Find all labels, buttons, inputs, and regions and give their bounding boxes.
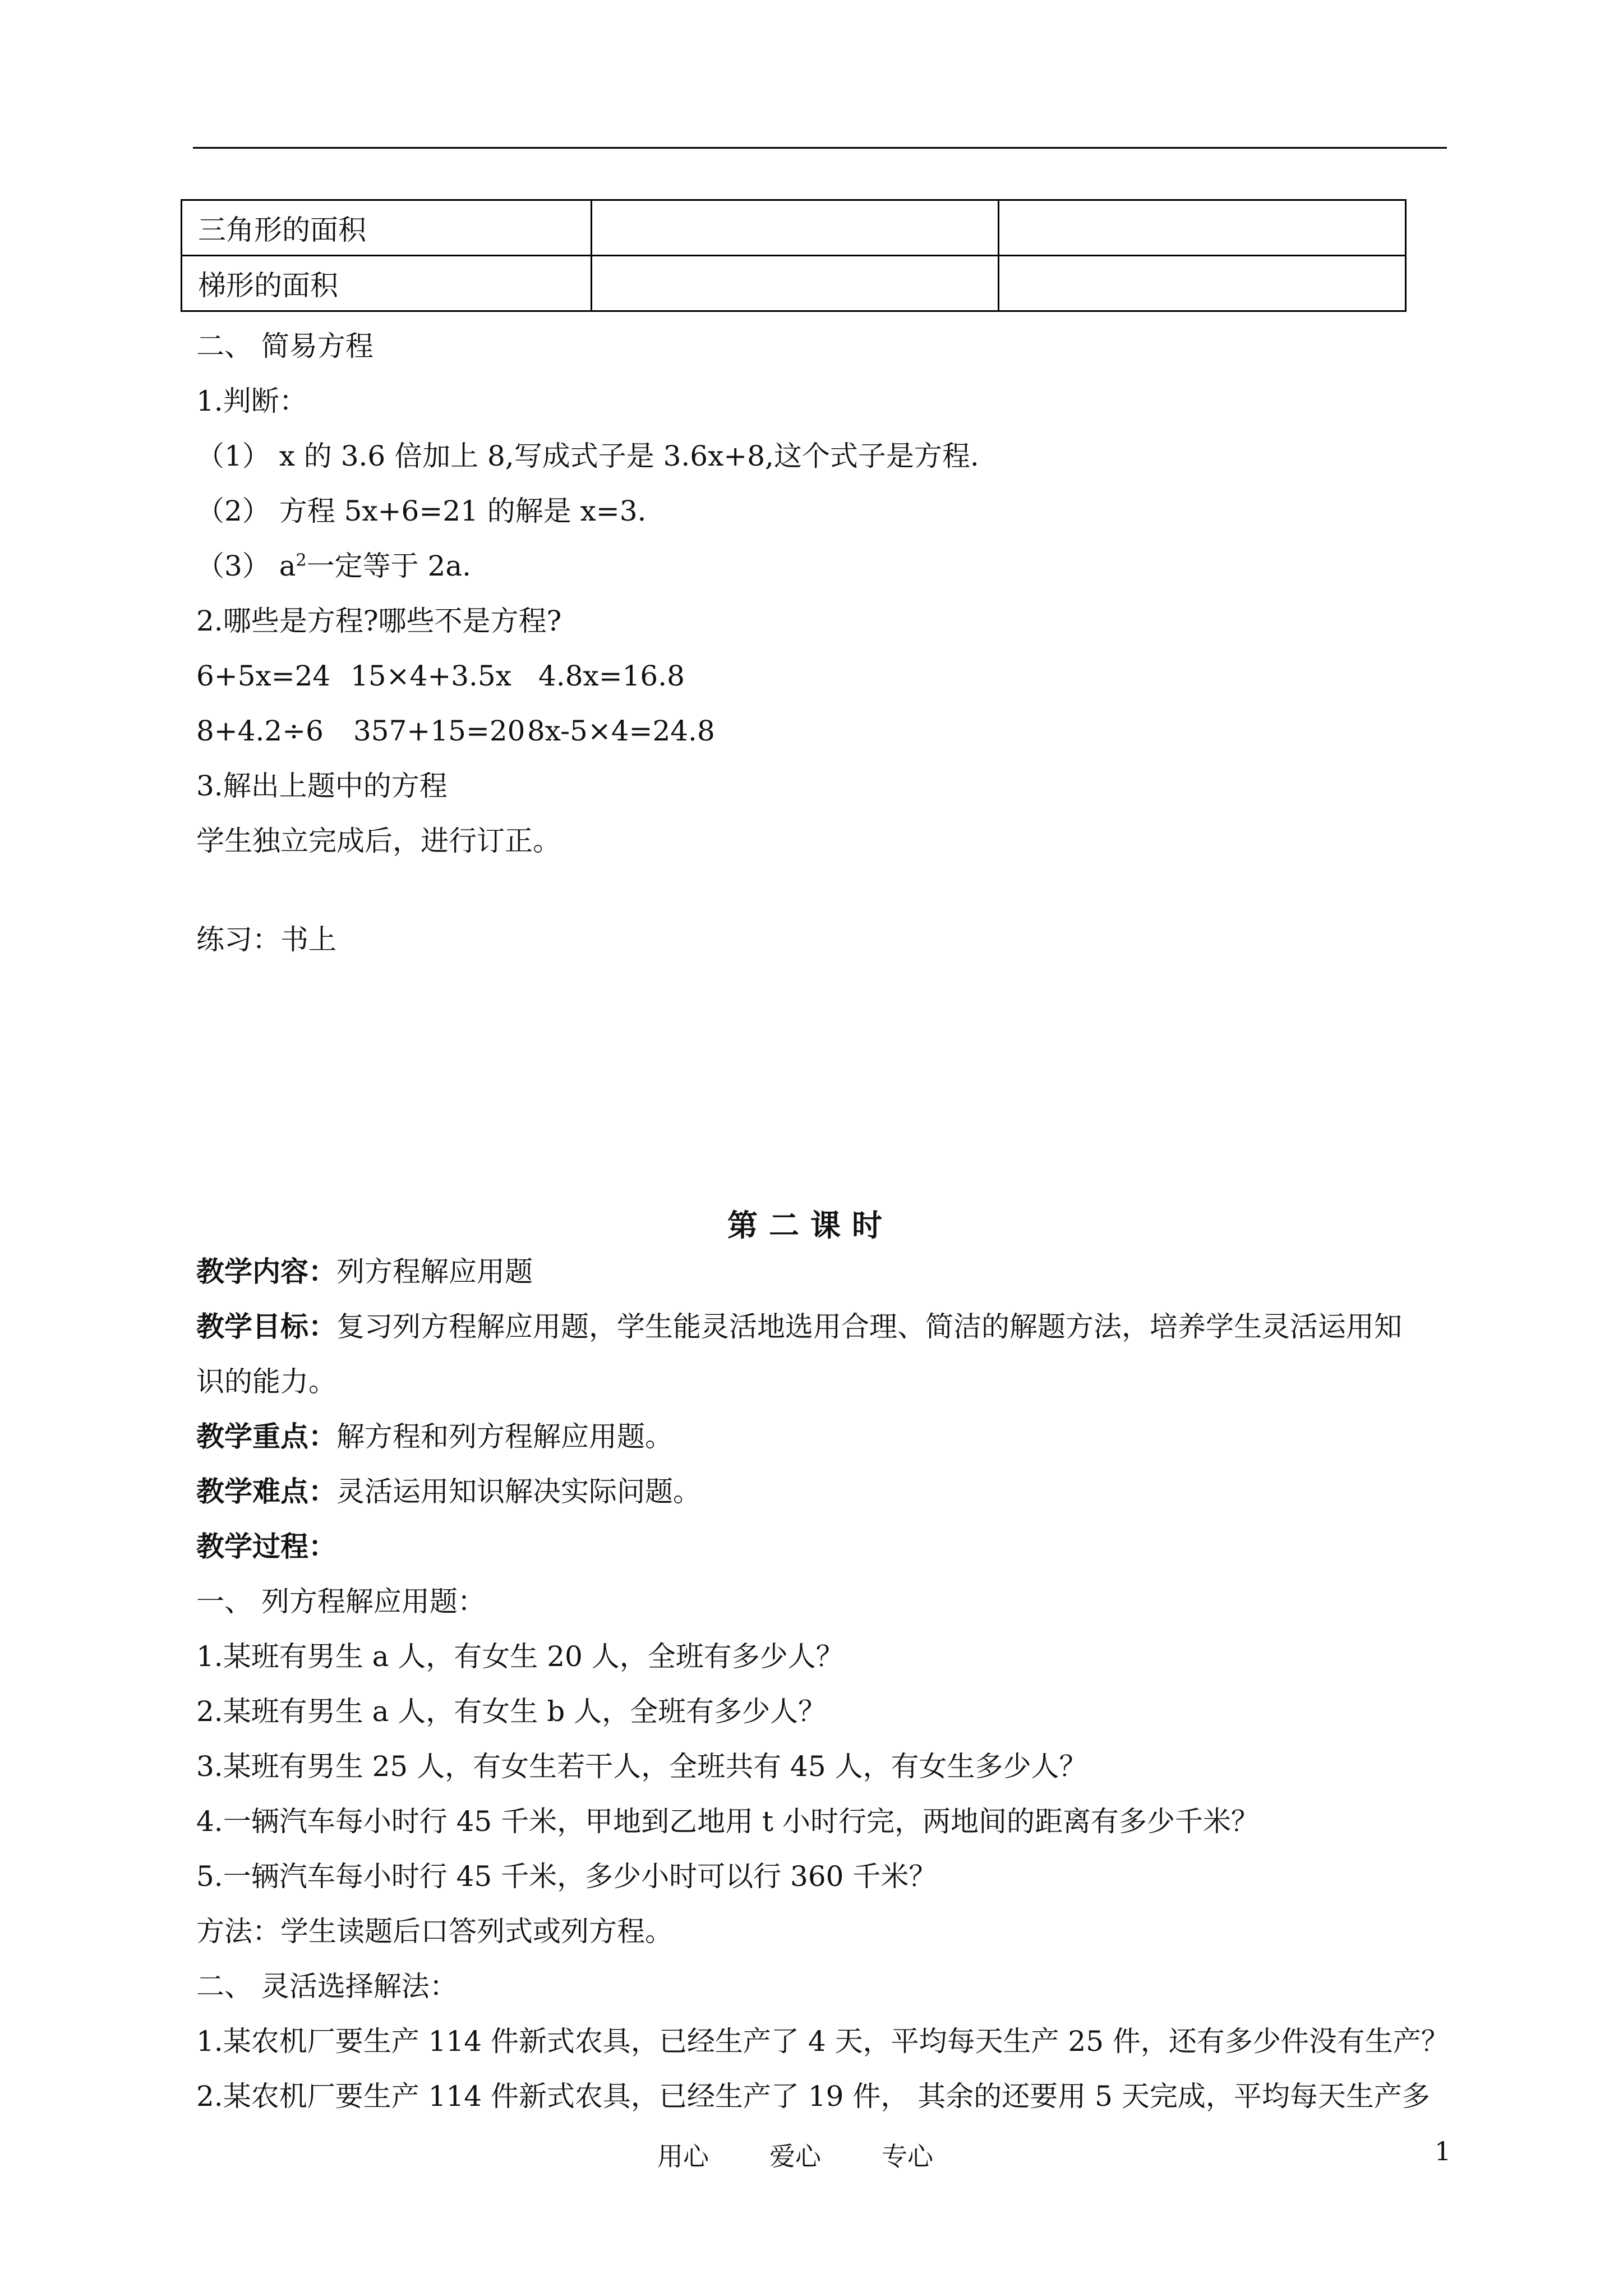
table-cell — [592, 200, 999, 256]
footer-word: 用心 — [657, 2141, 709, 2171]
table-cell — [999, 256, 1406, 311]
question-2: 2.哪些是方程?哪些不是方程? — [196, 605, 562, 637]
field-value: 解方程和列方程解应用题。 — [336, 1420, 673, 1453]
equation: 357+15=20 — [353, 715, 525, 747]
footer-word: 爱心 — [769, 2141, 821, 2171]
practice-note: 练习：书上 — [196, 923, 336, 956]
table-cell — [999, 200, 1406, 256]
solution-problem-1: 1.某农机厂要生产 114 件新式农具，已经生产了 4 天，平均每天生产 25 件，还有多少件没有生产？ — [196, 2025, 1449, 2058]
field-label: 教学难点： — [196, 1475, 336, 1508]
problem-1: 1.某班有男生 a 人，有女生 20 人，全班有多少人？ — [196, 1640, 844, 1673]
page-number: 1 — [1435, 2136, 1451, 2166]
equation: 8x-5×4=24.8 — [527, 715, 715, 747]
item-3-suffix: 一定等于 2a. — [306, 550, 472, 582]
question-1-item-1: （1） x 的 3.6 倍加上 8,写成式子是 3.6x+8,这个式子是方程. — [196, 440, 979, 472]
question-1: 1.判断： — [196, 385, 307, 417]
field-value: 复习列方程解应用题，学生能灵活地选用合理、简洁的解题方法，培养学生灵活运用知 — [336, 1310, 1402, 1343]
method-note: 方法：学生读题后口答列式或列方程。 — [196, 1915, 673, 1948]
table-cell — [592, 256, 999, 311]
teaching-process — [196, 1530, 336, 1563]
part-2-heading: 二、 灵活选择解法： — [196, 1970, 458, 2003]
equation-row-2 — [196, 717, 715, 745]
area-formula-table — [181, 199, 1407, 312]
question-3: 3.解出上题中的方程 — [196, 770, 448, 802]
superscript: 2 — [296, 550, 307, 570]
equation-row-1 — [196, 662, 685, 690]
problem-5: 5.一辆汽车每小时行 45 千米，多少小时可以行 360 千米？ — [196, 1860, 937, 1893]
equation: 8+4.2÷6 — [196, 715, 324, 747]
teacher-note: 学生独立完成后，进行订正。 — [196, 825, 561, 857]
table-cell: 梯形的面积 — [182, 256, 592, 311]
footer-word: 专心 — [882, 2141, 933, 2171]
problem-4: 4.一辆汽车每小时行 45 千米，甲地到乙地用 t 小时行完，两地间的距离有多少千米？ — [196, 1805, 1259, 1838]
problem-2: 2.某班有男生 a 人，有女生 b 人，全班有多少人？ — [196, 1695, 827, 1728]
header-rule — [193, 147, 1447, 149]
field-label: 教学重点： — [196, 1420, 336, 1453]
table-cell: 三角形的面积 — [182, 200, 592, 256]
field-label: 教学过程： — [196, 1530, 336, 1563]
teaching-goal-continued: 识的能力。 — [196, 1365, 336, 1398]
teaching-difficulty — [196, 1475, 701, 1508]
teaching-content — [196, 1255, 533, 1288]
lesson-title: 第二课时 — [727, 1207, 893, 1243]
equation: 4.8x=16.8 — [538, 660, 685, 692]
equation: 6+5x=24 — [196, 660, 331, 692]
field-value: 灵活运用知识解决实际问题。 — [336, 1475, 701, 1508]
question-1-item-2: （2） 方程 5x+6=21 的解是 x=3. — [196, 495, 647, 527]
part-1-heading: 一、 列方程解应用题： — [196, 1585, 486, 1618]
problem-3: 3.某班有男生 25 人，有女生若干人，全班共有 45 人，有女生多少人？ — [196, 1750, 1087, 1783]
table-row — [182, 200, 1406, 256]
field-value: 列方程解应用题 — [336, 1255, 533, 1288]
field-label: 教学内容： — [196, 1255, 336, 1288]
teaching-key-point — [196, 1420, 673, 1453]
question-1-item-3 — [196, 552, 471, 580]
table-row — [182, 256, 1406, 311]
field-label: 教学目标： — [196, 1310, 336, 1343]
section-heading: 二、 简易方程 — [196, 330, 374, 362]
solution-problem-2: 2.某农机厂要生产 114 件新式农具，已经生产了 19 件， 其余的还要用 5 天完成，平均每天生产多 — [196, 2080, 1430, 2113]
teaching-goal — [196, 1310, 1402, 1343]
equation: 15×4+3.5x — [351, 660, 511, 692]
item-3-prefix: （3） a — [196, 550, 296, 582]
